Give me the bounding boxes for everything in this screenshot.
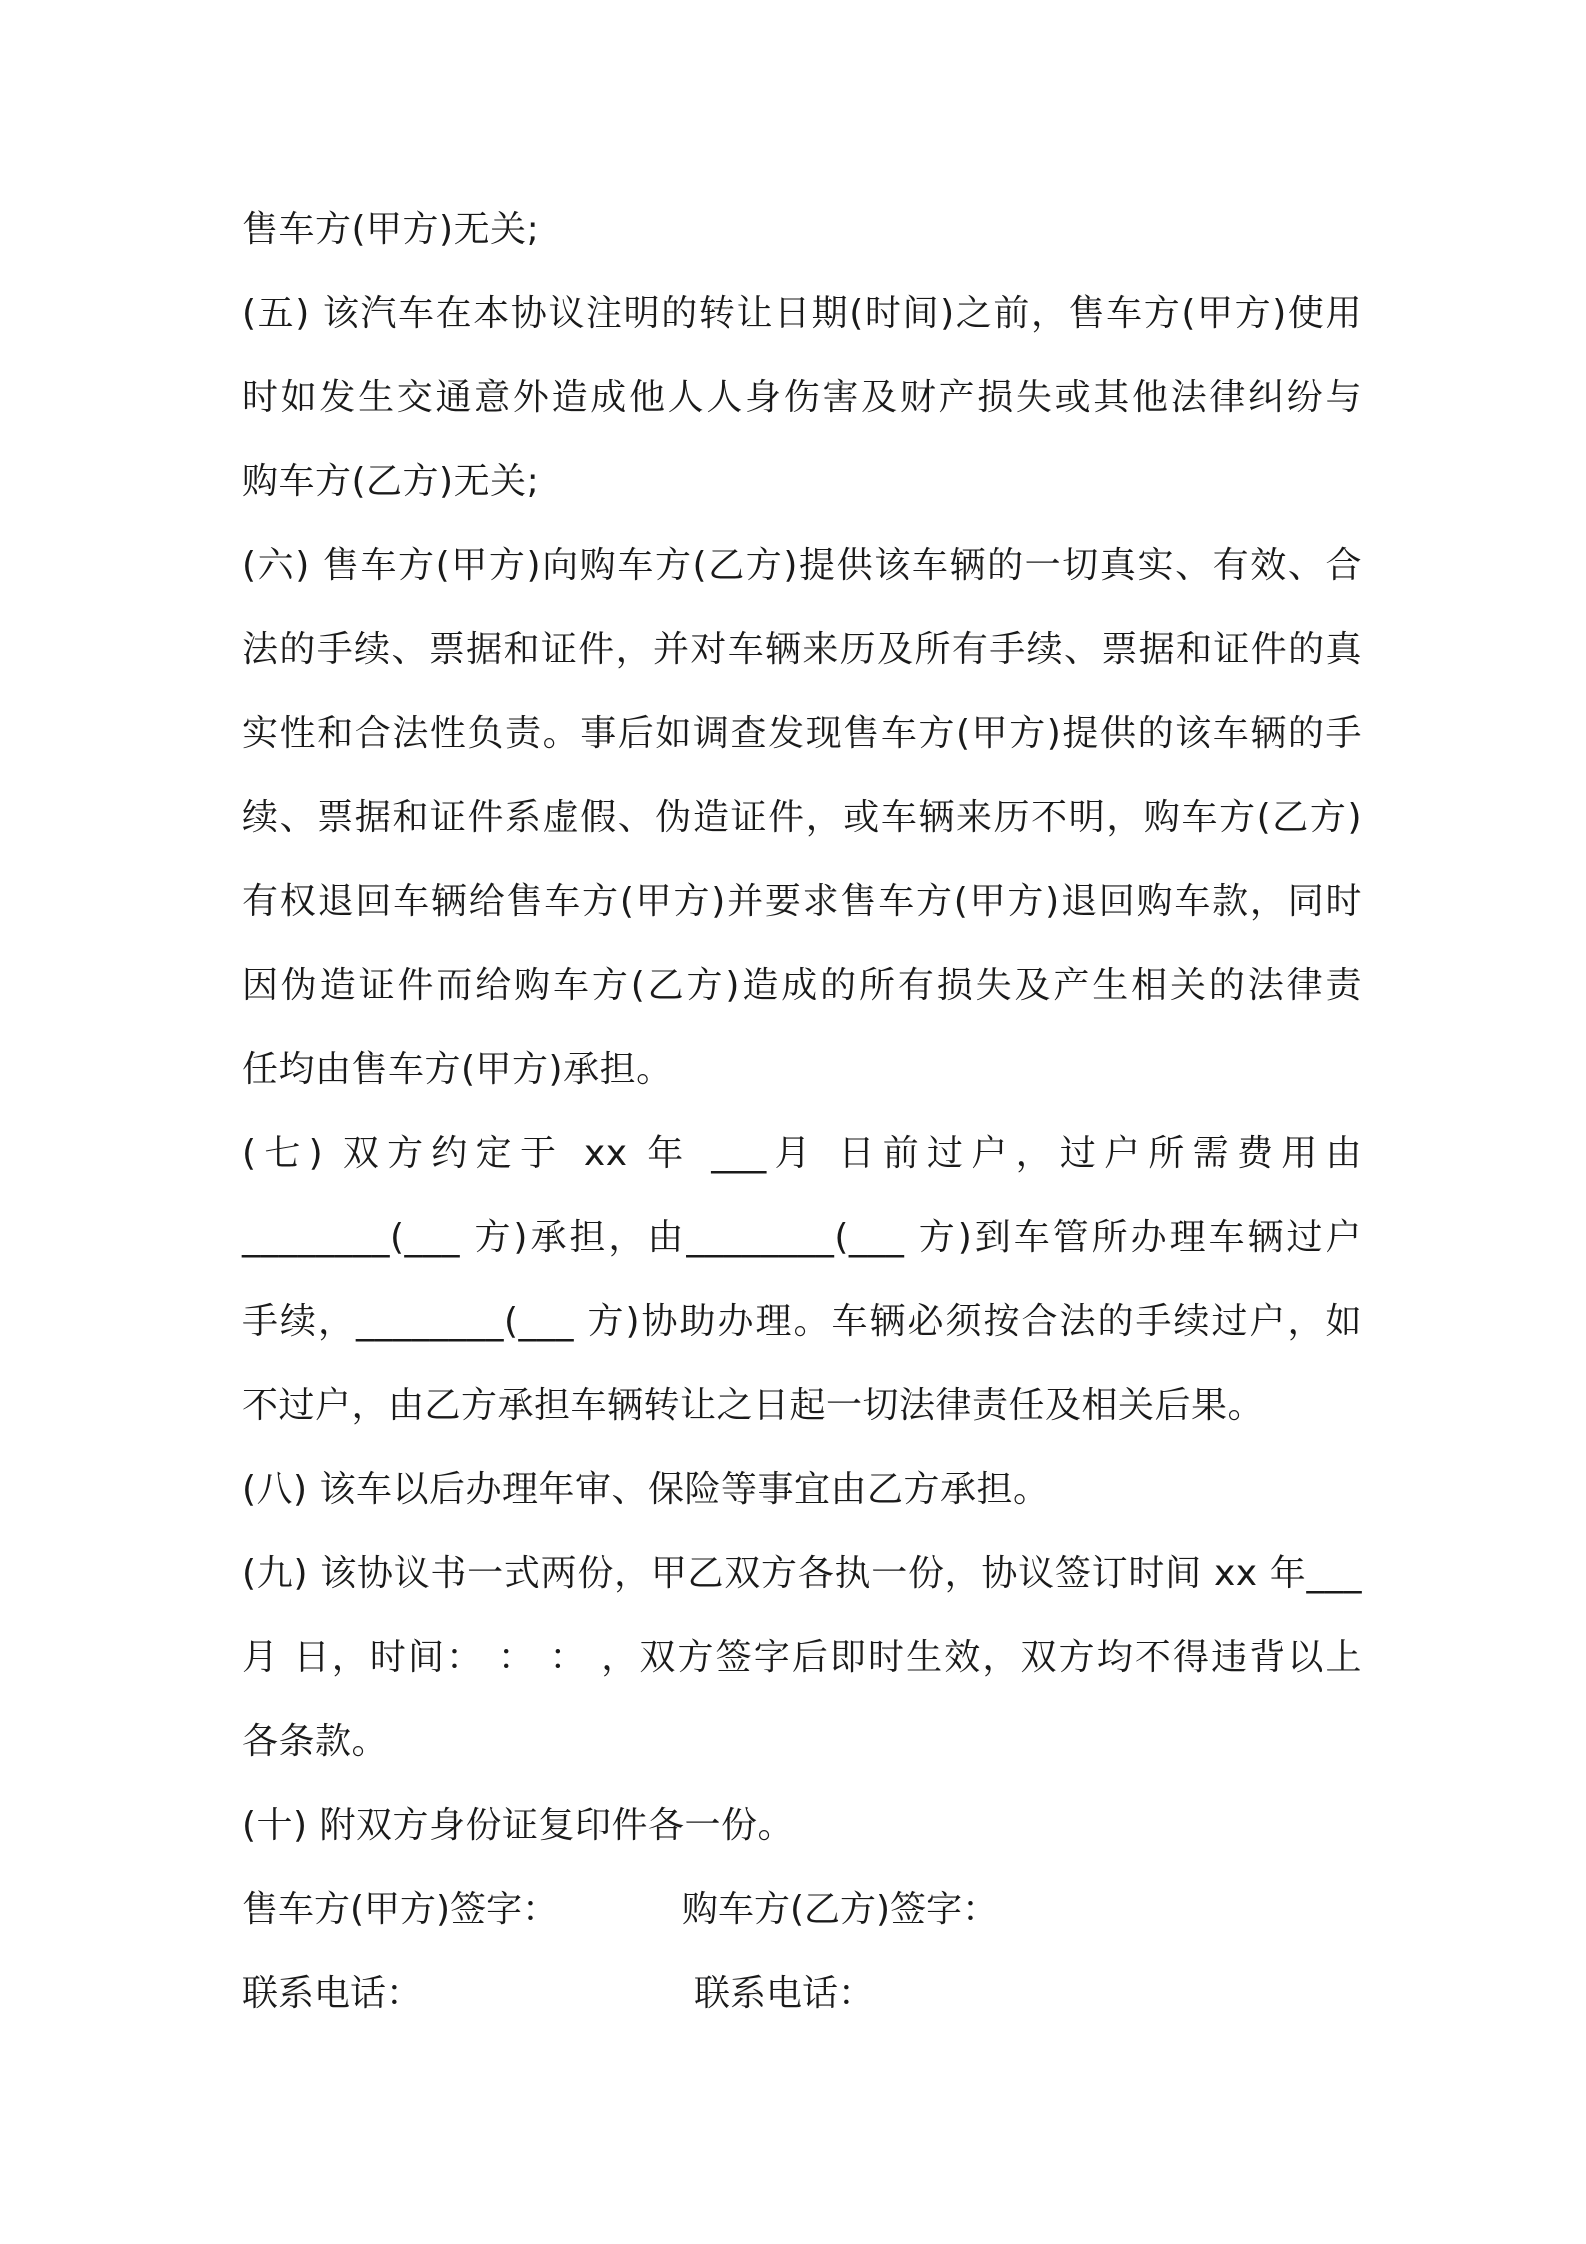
text-line: (五) 该汽车在本协议注明的转让日期(时间)之前，售车方(甲方)使用 xyxy=(242,293,1362,334)
text-line: 购车方(乙方)无关; xyxy=(242,461,540,502)
text-line: 有权退回车辆给售车方(甲方)并要求售车方(甲方)退回购车款，同时 xyxy=(242,881,1362,922)
seller-phone-label: 联系电话： xyxy=(242,1973,423,2014)
text-line: 续、票据和证件系虚假、伪造证件，或车辆来历不明，购车方(乙方) xyxy=(242,797,1362,838)
text-line: (七) 双方约定于 xx 年 ___月 日前过户，过户所需费用由 xyxy=(242,1133,1362,1174)
text-line: 时如发生交通意外造成他人人身伤害及财产损失或其他法律纠纷与 xyxy=(242,377,1362,418)
text-line: 法的手续、票据和证件，并对车辆来历及所有手续、票据和证件的真 xyxy=(242,629,1362,670)
text-line: (九) 该协议书一式两份，甲乙双方各执一份，协议签订时间 xx 年___ xyxy=(242,1553,1362,1594)
text-line: (六) 售车方(甲方)向购车方(乙方)提供该车辆的一切真实、有效、合 xyxy=(242,545,1362,586)
text-line: 实性和合法性负责。事后如调查发现售车方(甲方)提供的该车辆的手 xyxy=(242,713,1362,754)
text-line: 各条款。 xyxy=(242,1721,389,1762)
text-line: 因伪造证件而给购车方(乙方)造成的所有损失及产生相关的法律责 xyxy=(242,965,1362,1006)
text-line: (十) 附双方身份证复印件各一份。 xyxy=(242,1805,795,1846)
seller-signature-label: 售车方(甲方)签字： xyxy=(242,1889,559,1930)
buyer-phone-label: 联系电话： xyxy=(694,1973,875,2014)
text-line: 手续，________(___ 方)协助办理。车辆必须按合法的手续过户，如 xyxy=(242,1301,1362,1342)
text-line: ________(___ 方)承担，由________(___ 方)到车管所办理车辆过户 xyxy=(242,1217,1362,1258)
text-line: 不过户，由乙方承担车辆转让之日起一切法律责任及相关后果。 xyxy=(242,1385,1265,1426)
text-line: 售车方(甲方)无关; xyxy=(242,209,540,250)
text-line: (八) 该车以后办理年审、保险等事宜由乙方承担。 xyxy=(242,1469,1050,1510)
buyer-signature-label: 购车方(乙方)签字： xyxy=(682,1889,999,1930)
text-line: 任均由售车方(甲方)承担。 xyxy=(242,1049,673,1090)
text-line: 月 日，时间： ： ： ，双方签字后即时生效，双方均不得违背以上 xyxy=(242,1637,1362,1678)
